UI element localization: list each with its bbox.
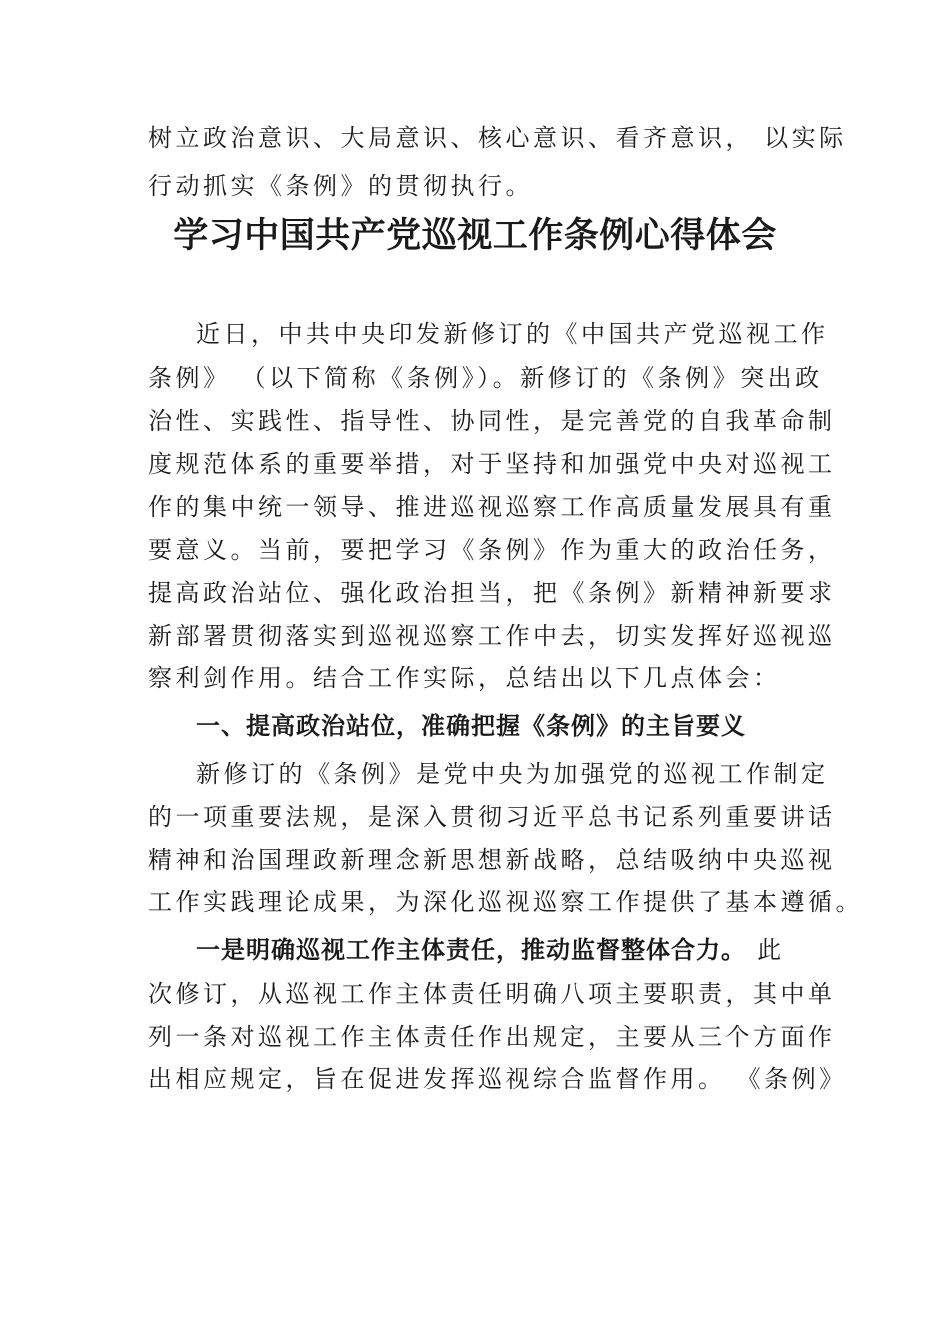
intro-line-2: 行动抓实《条例》的贯彻执行。 — [148, 172, 533, 200]
para2-line-3: 精神和治国理政新理念新思想新战略，总结吸纳中央巡视 — [148, 846, 836, 874]
para3-lead-bold: 一是明确巡视工作主体责任，推动监督整体合力。 — [196, 936, 746, 964]
para2-line-4: 工作实践理论成果，为深化巡视巡察工作提供了基本遵循。 — [148, 888, 863, 916]
para1-line-8: 新部署贯彻落实到巡视巡察工作中去，切实发挥好巡视巡 — [148, 622, 836, 650]
para3-lead-rest: 此 — [746, 936, 785, 964]
para2-line-1: 新修订的《条例》是党中央为加强党的巡视工作制定 — [196, 760, 829, 788]
section-heading-1: 一、提高政治站位，准确把握《条例》的主旨要义 — [196, 712, 746, 740]
para1-line-1: 近日，中共中央印发新修订的《中国共产党巡视工作 — [196, 320, 829, 348]
para3-line-1 — [196, 936, 896, 964]
para1-line-3: 治性、实践性、指导性、协同性，是完善党的自我革命制 — [148, 407, 836, 435]
document-title: 学习中国共产党巡视工作条例心得体会 — [173, 216, 777, 256]
para1-line-5: 作的集中统一领导、推进巡视巡察工作高质量发展具有重 — [148, 493, 836, 521]
para3-line-4: 出相应规定，旨在促进发挥巡视综合监督作用。 《条例》 — [148, 1065, 847, 1093]
para1-line-6: 要意义。当前，要把学习《条例》作为重大的政治任务， — [148, 536, 836, 564]
para1-line-9: 察利剑作用。结合工作实际，总结出以下几点体会： — [148, 664, 781, 692]
para2-line-2: 的一项重要法规，是深入贯彻习近平总书记系列重要讲话 — [148, 803, 836, 831]
para1-line-7: 提高政治站位、强化政治担当，把《条例》新精神新要求 — [148, 579, 836, 607]
intro-line-1: 树立政治意识、大局意识、核心意识、看齐意识， 以实际 — [148, 124, 847, 152]
para1-line-2: 条例》 （以下简称《条例》）。新修订的《条例》突出政 — [148, 364, 823, 392]
para1-line-4: 度规范体系的重要举措，对于坚持和加强党中央对巡视工 — [148, 450, 836, 478]
para3-line-3: 列一条对巡视工作主体责任作出规定，主要从三个方面作 — [148, 1023, 836, 1051]
para3-line-2: 次修订，从巡视工作主体责任明确八项主要职责，其中单 — [148, 980, 836, 1008]
